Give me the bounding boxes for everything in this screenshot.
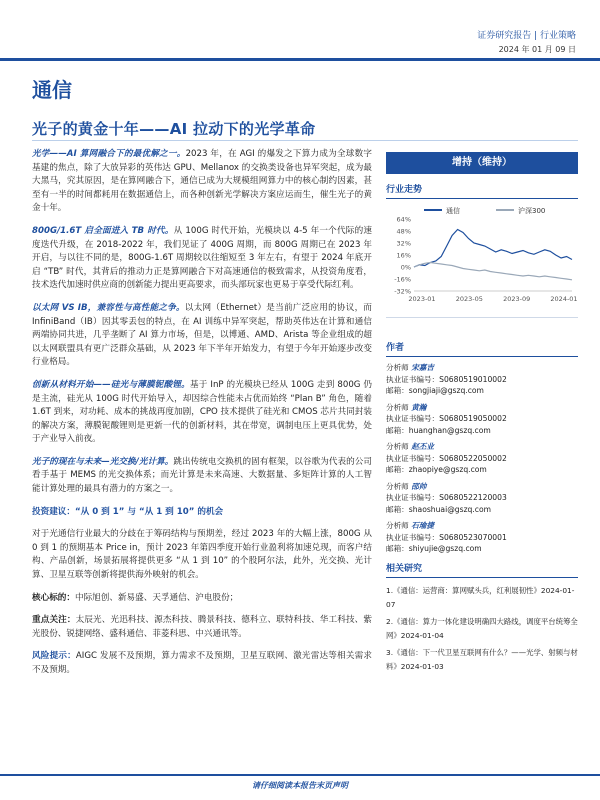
- analyst-cert: 执业证书编号：S0680522050002: [386, 453, 507, 463]
- focus-label: 重点关注：: [32, 615, 76, 626]
- x-tick-label: 2024-01: [550, 295, 578, 303]
- analyst-entry: [386, 402, 578, 437]
- analyst-role: 分析师: [386, 363, 409, 372]
- investment-heading: 投资建议：“从 0 到 1” 与 “从 1 到 10” 的机会: [32, 506, 224, 517]
- analyst-email[interactable]: 邮箱：shaoshuai@gszq.com: [386, 504, 492, 514]
- analyst-role: 分析师: [386, 481, 409, 491]
- series-line: [414, 230, 572, 268]
- chart-divider: [386, 317, 578, 318]
- paragraph: [32, 456, 372, 497]
- rating-badge: 增持（维持）: [386, 152, 578, 174]
- y-tick-label: 64%: [396, 215, 411, 224]
- footer-disclaimer: 请仔细阅读本报告末页声明: [252, 781, 348, 790]
- analyst-role: 分析师: [386, 521, 409, 530]
- paragraph-text: 从 100G 时代开始，光模块以 4-5 年一个代际的速度迭代升级，在 2018-2022 年，我们见证了 400G 周期，而 800G 周期已在 2023 年开启，与以往不同的是，800G-1.6T 周期较以往缩短至 3 年左右，有望于 2024 年底开启 “TB” 时代，其背后的推动力正是算网融合下对高速通信的极致需求，从投资角度看，技术迭代加速时供应商的创新能力提出更高要求，而头部玩家也更易于享受代际红利。: [32, 225, 372, 291]
- paragraph-text: 2023 年，在 AGI 的爆发之下算力成为全球数字基建的焦点，除了大放异彩的英伟达 GPU、Mellanox 的交换类设备也异军突起，成为最大黑马，究其原因，是在算网融合下，通信已成为大规模组网算力中的核心制约因素，甚至有一半的时间都耗用在数据通信上，而各种创新光学解决方案应运而生，催生光子的黄金十年。: [32, 149, 372, 214]
- analyst-role: 分析师: [386, 442, 409, 451]
- report-title: 光子的黄金十年——AI 拉动下的光学革命: [32, 120, 316, 138]
- related-item[interactable]: 2.《通信：算力一体化建设明确四大路线，调度平台统筹全网》2024-01-04: [386, 616, 578, 640]
- y-tick-label: -16%: [394, 275, 411, 284]
- x-tick-label: 2023-09: [503, 295, 531, 303]
- analyst-name: 石瑜捷: [411, 521, 434, 530]
- x-tick-label: 2023-01: [408, 295, 436, 303]
- title-divider: [32, 140, 578, 141]
- series-line: [414, 263, 572, 280]
- related-title: 相关研究: [386, 561, 578, 578]
- paragraph: [32, 302, 372, 370]
- investment-text: 对于光通信行业最大的分歧在于筹码结构与预期差，经过 2023 年的大幅上涨，800G 从 0 到 1 的预期基本 Price in，预计 2023 年第四季度开始行业盈利将加速兑现，而客户结构、产品创新，场景拓展将提供更多 “从 1 到 10” 的个股阿尔法，此外，光交换、光计算、卫星互联等创新将提供海外映射的机会。: [32, 529, 372, 581]
- core-targets-label: 核心标的：: [32, 592, 75, 603]
- report-date: 2024 年 01 月 09 日: [498, 45, 576, 54]
- paragraph-lead: 以太网 VS IB，兼容性与高性能之争。: [32, 302, 185, 313]
- analyst-role: 分析师: [386, 402, 409, 412]
- paragraph-text: 跳出传统电交换机的固有框架，以谷歌为代表的公司看手基于 MEMS 的光交换体系；而光计算是未来高速、大数据量、多矩阵计算的人工智能计算处理的最具有潜力的方案之一。: [32, 456, 372, 495]
- sidebar: [386, 148, 578, 677]
- related-item[interactable]: 3.《通信：下一代卫星互联网有什么？——光学、射频与材料》2024-01-03: [386, 647, 578, 671]
- analyst-list: [386, 362, 578, 555]
- paragraph: [32, 225, 372, 293]
- paragraph-text: 以太网（Ethernet）是当前广泛应用的协议，而 InfiniBand（IB）因其零丢包的特点，在 AI 训练中异军突起，帮助英伟达在计算和通信两端协同共进，几乎垄断了 AI 算力市场，但是，以博通、AMD、Arista 等企业组成的超以太网联盟具有更广泛群众基础，从 2023 年下半年开始发力，有望于今年开始逐步改变行业格局。: [32, 302, 372, 368]
- analyst-cert: 执业证书编号：S0680523070001: [386, 532, 507, 542]
- y-tick-label: 16%: [396, 251, 411, 260]
- legend-label: 沪深300: [518, 207, 546, 215]
- related-item[interactable]: 1.《通信：运营商：算网赋头兵，红利展韧性》2024-01-07: [386, 585, 575, 609]
- analyst-entry: [386, 520, 578, 555]
- analyst-email[interactable]: 邮箱：huanghan@gszq.com: [386, 425, 491, 435]
- analyst-entry: [386, 362, 578, 397]
- risk-text: AIGC 发展不及预期，算力需求不及预期，卫星互联网、激光雷达等相关需求不及预期。: [32, 651, 372, 675]
- analyst-name: 邵帅: [411, 481, 427, 491]
- analyst-email[interactable]: 邮箱：songjiaji@gszq.com: [386, 386, 484, 395]
- header-divider: [0, 58, 600, 61]
- analyst-email[interactable]: 邮箱：zhaopiye@gszq.com: [386, 465, 487, 474]
- risk-warning: [32, 650, 372, 677]
- paragraph-lead: 800G/1.6T 启全面进入 TB 时代。: [32, 225, 174, 236]
- y-tick-label: 32%: [396, 239, 411, 248]
- focus-text: 太辰光、光迅科技、源杰科技、腾景科技、德科立、联特科技、华工科技、紫光股份、锐捷网络、盛科通信、菲菱科思、中兴通讯等。: [32, 615, 372, 639]
- paragraph: [32, 148, 372, 216]
- analyst-cert: 执业证书编号：S0680519010002: [386, 374, 507, 384]
- paragraph-lead: 光学——AI 算网融合下的最优解之一。: [32, 149, 186, 159]
- legend-label: 通信: [446, 207, 460, 215]
- paragraph: [32, 379, 372, 447]
- analyst-cert: 执业证书编号：S0680519050002: [386, 414, 507, 423]
- analyst-name: 宋嘉吉: [411, 363, 434, 372]
- analyst-entry: [386, 441, 578, 476]
- paragraph-lead: 光子的现在与未来—光交换/光计算。: [32, 456, 174, 467]
- trend-title: 行业走势: [386, 182, 578, 199]
- y-tick-label: 0%: [400, 263, 411, 272]
- related-list: [386, 584, 578, 674]
- focus-stocks: [32, 614, 372, 641]
- industry-name: 通信: [32, 78, 72, 102]
- trend-chart: [386, 203, 578, 313]
- analyst-name: 赵丕业: [411, 442, 434, 451]
- analyst-name: 黄瀚: [411, 402, 427, 412]
- core-targets-text: 中际旭创、新易盛、天孚通信、沪电股份；: [74, 592, 239, 603]
- paragraph-lead: 创新从材料开始——硅光与薄膜铌酸锂。: [32, 379, 190, 390]
- y-tick-label: -32%: [394, 287, 411, 296]
- footer-divider: [0, 774, 600, 776]
- analyst-cert: 执业证书编号：S0680522120003: [386, 493, 507, 502]
- analyst-email[interactable]: 邮箱：shiyujie@gszq.com: [386, 544, 482, 553]
- y-tick-label: 48%: [396, 227, 411, 236]
- x-tick-label: 2023-05: [455, 295, 483, 303]
- analyst-entry: [386, 481, 578, 516]
- risk-label: 风险提示：: [32, 651, 76, 662]
- core-targets: [32, 592, 372, 606]
- main-body: [32, 148, 372, 687]
- authors-title: 作者: [386, 340, 578, 357]
- report-tag: 证券研究报告 | 行业策略: [477, 31, 576, 41]
- paragraph-text: 基于 InP 的光模块已经从 100G 走到 800G 仍是主流，硅光从 100G 时代开始导入，却因综合性能未占优而始终 “Plan B” 角色，随着 1.6T 到来，对功耗、成本的挑战再度加剧，CPO 技术提供了硅光和 CMOS 芯片共同封装的解决方案，薄膜铌酸锂则是更新一代的创新材料，其在带宽，调制电压上更具优势，处于产业导入前夜。: [32, 379, 372, 445]
